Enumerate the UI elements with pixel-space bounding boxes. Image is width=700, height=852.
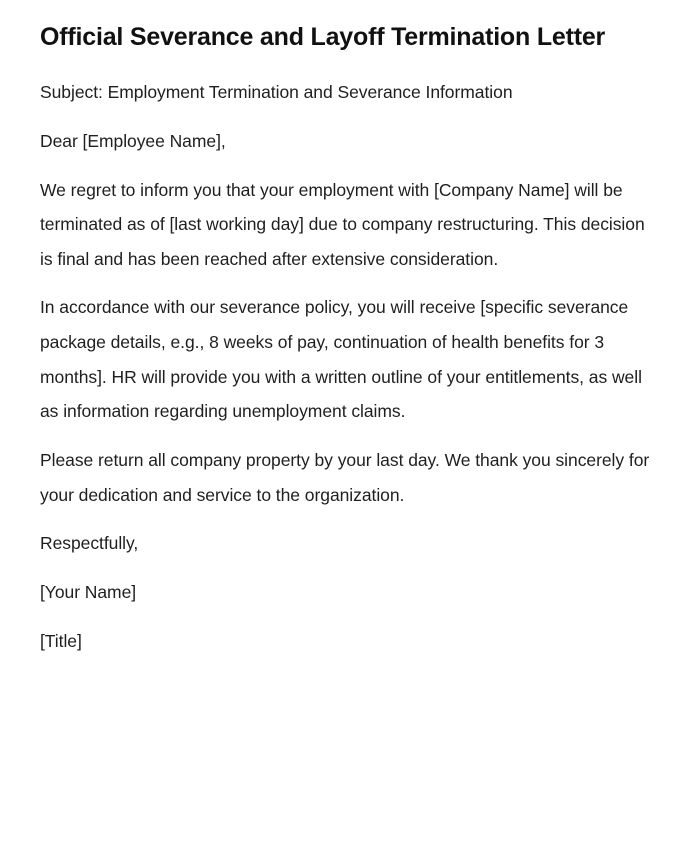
paragraph-closing: Respectfully,	[40, 533, 139, 554]
paragraph-termination-notice: We regret to inform you that your employment with [Company Name] will be terminated as of [last working day] due to company restructuring. This decision is final and has been reached after extensive consideration.	[40, 179, 645, 269]
paragraph-severance-details: In accordance with our severance policy, you will receive [specific severance package details, e.g., 8 weeks of pay, continuation of health benefits for 3 months]. HR will provide you with a written outline of your entitlements, as well as information regarding unemployment claims.	[40, 297, 642, 422]
page-title: Official Severance and Layoff Termination Letter	[40, 23, 606, 51]
paragraph-signature-name: [Your Name]	[40, 581, 137, 602]
paragraph-property-return: Please return all company property by your last day. We thank you sincerely for your dedication and service to the organization.	[40, 450, 650, 505]
paragraph-salutation: Dear [Employee Name],	[40, 130, 226, 151]
paragraph-subject: Subject: Employment Termination and Severance Information	[40, 82, 513, 103]
document-body	[40, 75, 660, 658]
paragraph-signature-title: [Title]	[40, 630, 82, 651]
